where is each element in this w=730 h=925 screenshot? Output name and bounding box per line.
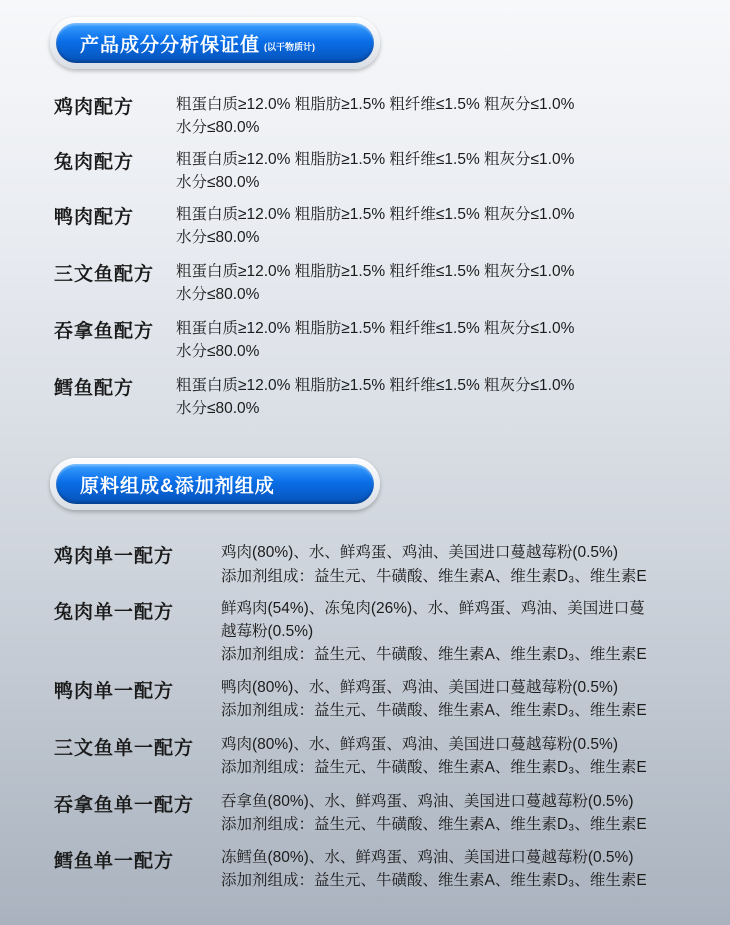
section-header-ingredients — [50, 458, 380, 510]
analysis-line: 水分≤80.0% — [176, 119, 260, 136]
analysis-line: 粗蛋白质≥12.0% 粗脂肪≥1.5% 粗纤维≤1.5% 粗灰分≤1.0% — [176, 320, 575, 337]
analysis-line: 水分≤80.0% — [176, 286, 260, 303]
formula-label: 鳕鱼配方 — [54, 378, 135, 399]
section-title-analysis: 产品成分分析保证值 — [80, 34, 261, 56]
ingredient-line: 越莓粉(0.5%) — [221, 623, 314, 640]
additive-line: 添加剂组成：益生元、牛磺酸、维生素A、维生素D₃、维生素E — [221, 646, 647, 663]
ingredient-line: 吞拿鱼(80%)、水、鲜鸡蛋、鸡油、美国进口蔓越莓粉(0.5%) — [221, 793, 634, 810]
analysis-line: 粗蛋白质≥12.0% 粗脂肪≥1.5% 粗纤维≤1.5% 粗灰分≤1.0% — [176, 377, 575, 394]
formula-label: 鸡肉配方 — [54, 97, 135, 118]
ingredient-line: 冻鳕鱼(80%)、水、鲜鸡蛋、鸡油、美国进口蔓越莓粉(0.5%) — [221, 849, 634, 866]
additive-line: 添加剂组成：益生元、牛磺酸、维生素A、维生素D₃、维生素E — [221, 568, 647, 585]
formula-label: 鳕鱼单一配方 — [54, 851, 175, 872]
section-header-analysis — [50, 17, 380, 69]
ingredient-line: 鸭肉(80%)、水、鲜鸡蛋、鸡油、美国进口蔓越莓粉(0.5%) — [221, 679, 618, 696]
section-title-ingredients: 原料组成&添加剂组成 — [80, 475, 275, 497]
formula-label: 鸭肉单一配方 — [54, 681, 175, 702]
section-header-analysis-pill — [56, 23, 374, 63]
formula-label: 鸡肉单一配方 — [54, 546, 175, 567]
additive-line: 添加剂组成：益生元、牛磺酸、维生素A、维生素D₃、维生素E — [221, 759, 647, 776]
formula-label: 兔肉配方 — [54, 152, 135, 173]
analysis-line: 粗蛋白质≥12.0% 粗脂肪≥1.5% 粗纤维≤1.5% 粗灰分≤1.0% — [176, 206, 575, 223]
ingredient-line: 鸡肉(80%)、水、鲜鸡蛋、鸡油、美国进口蔓越莓粉(0.5%) — [221, 736, 618, 753]
formula-label: 鸭肉配方 — [54, 207, 135, 228]
analysis-line: 粗蛋白质≥12.0% 粗脂肪≥1.5% 粗纤维≤1.5% 粗灰分≤1.0% — [176, 263, 575, 280]
section-note-dry-matter: (以干物质计) — [264, 41, 316, 52]
additive-line: 添加剂组成：益生元、牛磺酸、维生素A、维生素D₃、维生素E — [221, 872, 647, 889]
formula-label: 吞拿鱼单一配方 — [54, 795, 195, 816]
analysis-line: 水分≤80.0% — [176, 400, 260, 417]
analysis-line: 水分≤80.0% — [176, 229, 260, 246]
additive-line: 添加剂组成：益生元、牛磺酸、维生素A、维生素D₃、维生素E — [221, 702, 647, 719]
formula-label: 兔肉单一配方 — [54, 602, 175, 623]
analysis-line: 水分≤80.0% — [176, 174, 260, 191]
formula-label: 三文鱼配方 — [54, 264, 155, 285]
additive-line: 添加剂组成：益生元、牛磺酸、维生素A、维生素D₃、维生素E — [221, 816, 647, 833]
ingredient-line: 鸡肉(80%)、水、鲜鸡蛋、鸡油、美国进口蔓越莓粉(0.5%) — [221, 544, 618, 561]
formula-label: 三文鱼单一配方 — [54, 738, 195, 759]
section-header-ingredients-pill — [56, 464, 374, 504]
formula-label: 吞拿鱼配方 — [54, 321, 155, 342]
analysis-line: 粗蛋白质≥12.0% 粗脂肪≥1.5% 粗纤维≤1.5% 粗灰分≤1.0% — [176, 151, 575, 168]
analysis-line: 水分≤80.0% — [176, 343, 260, 360]
analysis-line: 粗蛋白质≥12.0% 粗脂肪≥1.5% 粗纤维≤1.5% 粗灰分≤1.0% — [176, 96, 575, 113]
ingredient-line: 鲜鸡肉(54%)、冻兔肉(26%)、水、鲜鸡蛋、鸡油、美国进口蔓 — [221, 600, 645, 617]
